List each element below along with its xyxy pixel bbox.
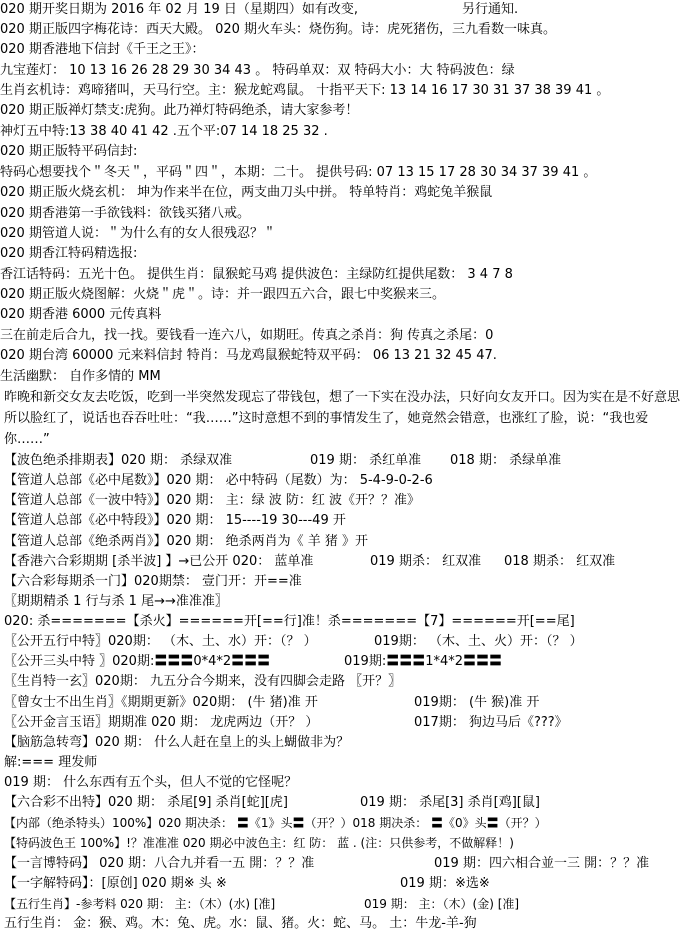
fax-riddle-text: 三在前走后合九，找一找。要钱看一连六八，如期旺。传真之杀肖：狗 传真之杀尾：0	[0, 328, 494, 343]
five-elements-019: 019期： （木、土、火）开：（？ ）	[374, 634, 583, 650]
ms-zeng-019: 019期： (牛 猴)准 开	[414, 694, 540, 710]
no-special-019: 019 期： 杀尾[3] 杀肖[鸡][鼠]	[360, 795, 540, 811]
fine-kill-text: 〖期期精杀 1 行与杀 1 尾→→准准准〗	[4, 593, 228, 609]
five-zodiac-020: 【五行生肖】-参考料 020 期： 主：（木）(水) [准]	[4, 896, 276, 911]
three-heads-019: 019期:〓〓〓1*4*2〓〓〓	[344, 654, 503, 670]
god-lamp-text: 神灯五中特:13 38 40 41 42 .五个平:07 14 18 25 32 .	[0, 124, 328, 139]
one-word-020: 【一言博特码】 020 期：八合九并看一五 開：？？准	[4, 855, 315, 871]
hk-fax-text: 020 期香港 6000 元传真料	[0, 307, 162, 322]
tail-numbers-text: 【管道人总部《必中尾数》】020 期： 必中特码（尾数）为： 5-4-9-0-2-6	[4, 473, 433, 489]
color-kill-019: 019 期： 杀红单准	[310, 453, 422, 468]
xiangjiang-talk-text: 香江话特码：五光十色。 提供生肖：鼠猴蛇马鸡 提供波色：主绿防红提供尾数： 3 4 7 8	[0, 267, 513, 282]
kill-two-text: 【管道人总部《绝杀两肖》】020 期： 绝杀两肖为《 羊 猪 》开	[4, 533, 368, 549]
color-kill-018: 018 期： 杀绿单准	[450, 453, 562, 468]
first-hand-text: 020 期香港第一手欲钱料：欲钱买猪八戒。	[0, 206, 250, 221]
golden-words-017: 017期： 狗边马后《???》	[414, 714, 568, 730]
golden-words-020: 〖公开金言玉语〗期期准 020 期： 龙虎两边（开？ ）	[4, 714, 319, 730]
draw-date-notice: 另行通知.	[462, 2, 519, 17]
zen-lamp-text: 020 期正版禅灯禁支:虎狗。此乃禅灯特码绝杀，请大家参考！	[0, 103, 359, 118]
ms-zeng-020: 〖曾女士不出生肖〗《期期更新》020期： (牛 猪)准 开	[4, 694, 318, 710]
color-kill-020: 【波色绝杀排期表】020 期： 杀绿双准	[4, 453, 233, 468]
xiangjiang-report-text: 020 期香江特码精选报:	[0, 246, 138, 261]
winter-code-text: 特码心想要找个＂冬天＂，平码＂四＂，本期：二十。 提供号码: 07 13 15 17 28 30 34 37 39 41 。	[0, 165, 597, 180]
internal-kill-text: 【内部（绝杀特头）100%】020 期决杀： 〓《1》头〓（开？）018 期决杀： 〓《0》头〓（开？）	[4, 816, 547, 831]
humor-story-paragraph: 昨晚和新交女友去吃饭，吃到一半突然发现忘了带钱包，想了一下实在没办法，只好向女友开口。因为实在是不好意思所以脸红了，说话也吞吞吐吐：“我……”这时意想不到的事情发生了，她竟然会错意，也涨红了脸，说：“我也爱你……”	[4, 390, 681, 447]
five-zodiac-019: 019 期： 主：（木）(金) [准]	[364, 896, 520, 911]
five-zodiac-legend-text: 五行生肖： 金：猴、鸡。木：兔、虎。水：鼠、猪。火：蛇、马。 土：牛龙-羊-狗	[4, 916, 477, 931]
half-wave-020: 【香港六合彩期期 [杀半波] 】→已公开 020： 蓝单准	[4, 553, 314, 569]
kill-fire-text: 020: 杀=======【杀火】======开[==行]准！杀=======【7】======开[==尾]	[4, 614, 575, 630]
pipeline-says-text: 020 期管道人说：＂为什么有的女人很残忍？＂	[0, 226, 276, 241]
hk-envelope-text: 020 期香港地下信封《千王之王》：	[0, 42, 205, 57]
brain-teaser-text: 【脑筋急转弯】020 期： 什么人赶在皇上的头上蝴做非为？	[4, 734, 350, 750]
teaser-019-text: 019 期： 什么东西有五个头，但人不觉的它怪呢？	[4, 775, 298, 791]
half-wave-018: 018 期杀： 红双准	[504, 553, 616, 569]
five-elements-020: 〖公开五行中特〗020期： （木、土、水）开：（？ ）	[4, 634, 317, 650]
one-char-019: 019 期：※选※	[400, 875, 490, 891]
draw-date-text: 020 期开奖日期为 2016 年 02 月 19 日（星期四）如有改变,	[0, 2, 359, 17]
fire-diagram-text: 020 期正版火烧图解：火烧＂虎＂。诗：并一跟四五六合，跟七中奖猴来三。	[0, 287, 445, 302]
one-wave-text: 【管道人总部《一波中特》】020 期： 主：绿 波 防：红 波《开？？准》	[4, 493, 420, 509]
one-char-020: 【一字解特码】：[原创] 020 期※ 头 ※	[4, 875, 227, 891]
kill-one-gate-text: 【六合彩每期杀一门】020期禁： 壹门开：开==准	[4, 573, 302, 589]
humor-title-text: 生活幽默： 自作多情的 MM	[0, 369, 161, 384]
one-word-019: 019 期：四六相合並一三 開：？？准	[434, 855, 650, 871]
fire-mystery-text: 020 期正版火烧玄机： 坤为作来半在位，两支曲刀头中拼。 特单特肖：鸡蛇兔羊猴鼠	[0, 185, 493, 200]
zodiac-poem-text: 生肖玄机诗：鸡啼猪叫，天马行空。主：猴龙蛇鸡鼠。 十指平天下: 13 14 16 17 30 31 37 38 39 41 。	[0, 83, 610, 98]
three-heads-020: 〖公开三头中特 〗020期:〓〓〓0*4*2〓〓〓	[4, 654, 271, 670]
no-special-020: 【六合彩不出特】020 期： 杀尾[9] 杀肖[蛇][虎]	[4, 795, 288, 811]
wave-king-text: 【特码波色王 100%】!？准准准 020 期必中波色主：红 防： 蓝 . (注：只供参考，不做解释！)	[4, 836, 514, 851]
special-segment-text: 【管道人总部《必中特段》】020 期： 15----19 30---49 开	[4, 513, 346, 529]
plum-poem-text: 020 期正版四字梅花诗：西天大殿。 020 期火车头：烧伤狗。诗：虎死猪伤，三九看数一味真。	[0, 22, 557, 37]
taiwan-envelope-text: 020 期台湾 60000 元来料信封 特肖：马龙鸡鼠猴蛇特双平码： 06 13 21 32 45 47.	[0, 348, 497, 363]
teaser-answer-text: 解:=== 理发师	[4, 754, 98, 770]
special-envelope-text: 020 期正版特平码信封:	[0, 144, 138, 159]
half-wave-019: 019 期杀： 红双准	[370, 553, 482, 569]
zodiac-mystery-text: 〖生肖特一玄〗020期： 九五分合今期来，没有四脚会走路 〖开？〗	[4, 674, 402, 690]
nine-lotus-text: 九宝莲灯： 10 13 16 26 28 29 30 34 43 。 特码单双：双 特码大小：大 特码波色：绿	[0, 63, 515, 78]
